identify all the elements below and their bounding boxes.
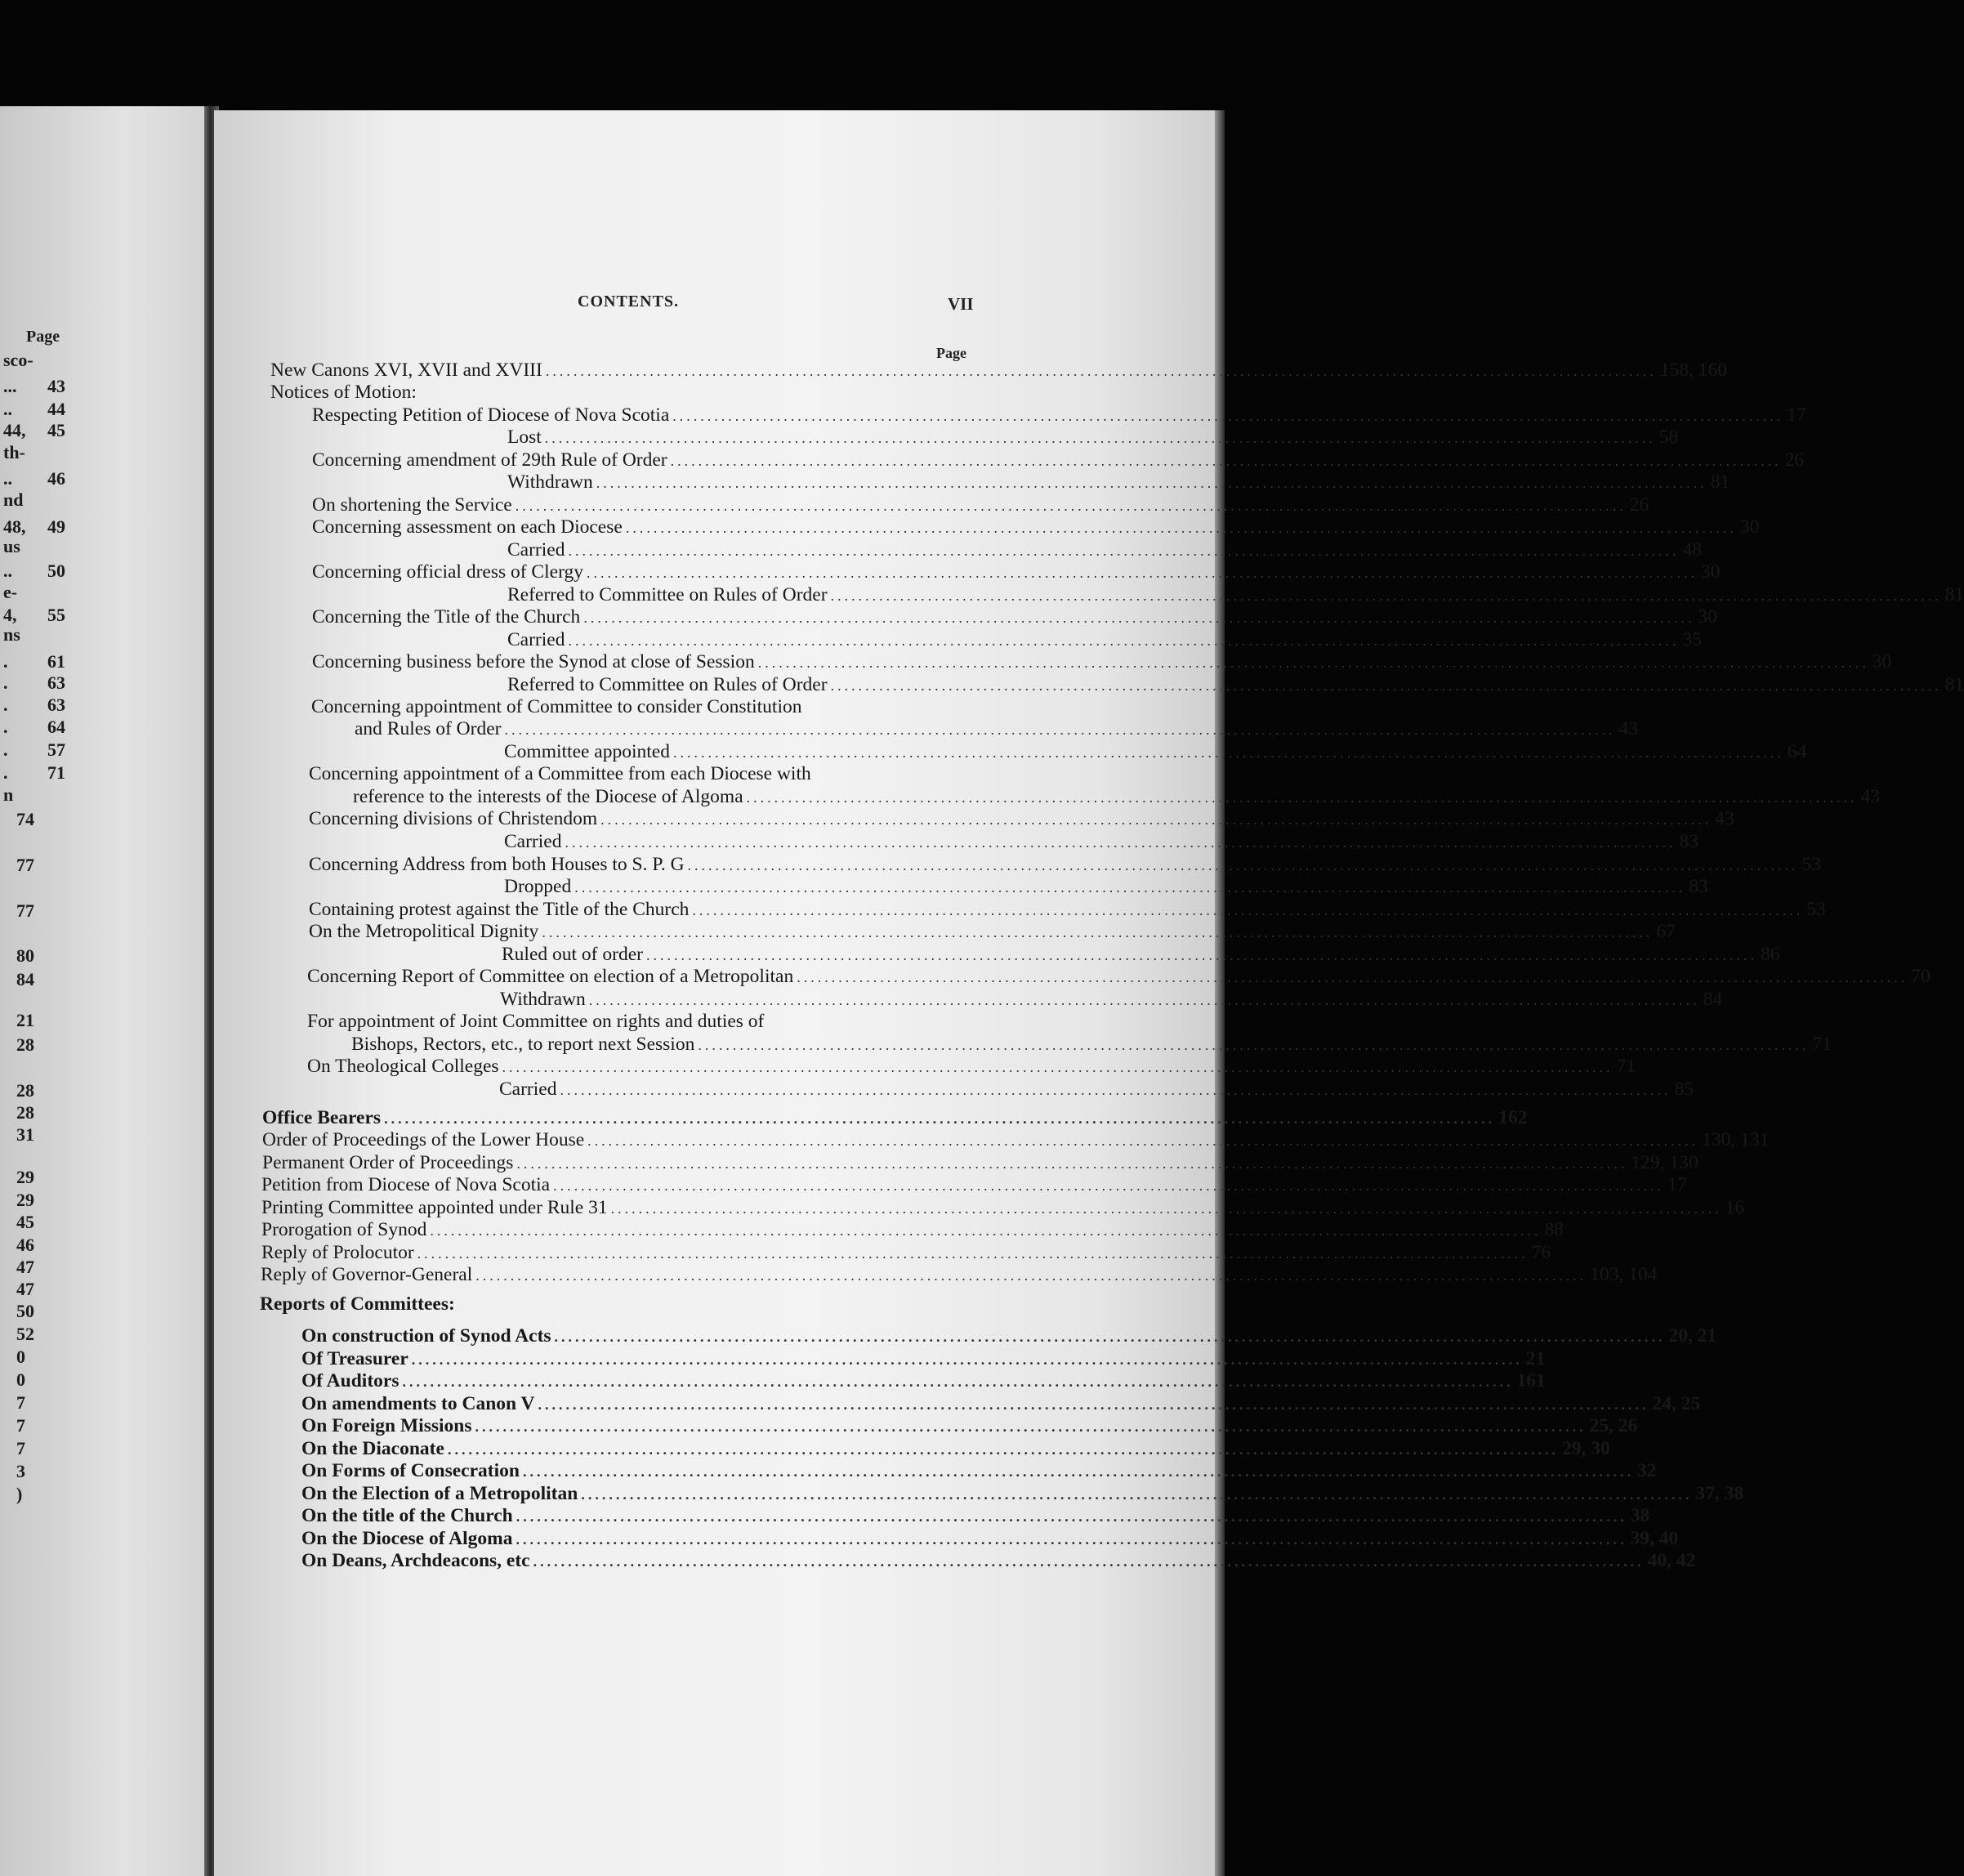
page-number: VII xyxy=(948,294,974,314)
toc-entry-page: 158, 160 xyxy=(1659,360,1728,381)
left-page-number: 21 xyxy=(16,1010,34,1030)
toc-entry-page: 71 xyxy=(1616,1056,1636,1077)
dot-leader: ................................................................................................................................................................ xyxy=(384,1110,1496,1127)
left-page-number: 77 xyxy=(16,900,34,921)
toc-entry-page: 81 xyxy=(1710,471,1730,493)
left-page-fragment: e- xyxy=(3,582,18,602)
toc-entry-page: 130, 131 xyxy=(1702,1129,1770,1150)
left-page-number: 29 xyxy=(16,1167,34,1187)
toc-entry xyxy=(312,404,1806,427)
dot-leader: ................................................................................................................................................................ xyxy=(560,1082,1672,1098)
left-page-number: 28 xyxy=(16,1102,34,1123)
toc-entry-label: Concerning Report of Committee on election of a Metropolitan xyxy=(307,966,794,987)
toc-entry-label: On Theological Colleges xyxy=(307,1056,499,1077)
toc-entry-page: 43 xyxy=(1618,718,1638,739)
toc-entry-label: Notices of Motion: xyxy=(270,382,417,403)
dot-leader: ................................................................................................................................................................ xyxy=(670,453,1782,469)
toc-entry-label: Ruled out of order xyxy=(502,944,643,965)
toc-entry xyxy=(262,1107,1528,1129)
dot-leader: ................................................................................................................................................................ xyxy=(610,1200,1722,1217)
toc-entry xyxy=(311,696,935,718)
dot-leader: ................................................................................................................................................................ xyxy=(568,632,1680,649)
left-page-number: 74 xyxy=(16,809,34,829)
toc-entry-page: 71 xyxy=(1812,1034,1832,1055)
toc-entry-page: 29, 30 xyxy=(1561,1438,1610,1459)
toc-entry xyxy=(301,1415,1638,1437)
left-page-number: 52 xyxy=(16,1324,34,1344)
toc-entry-label: Concerning amendment of 29th Rule of Order xyxy=(312,449,667,471)
toc-entry-label: Dropped xyxy=(504,876,572,897)
left-page-fragment: . xyxy=(3,762,8,783)
toc-entry-label: Withdrawn xyxy=(500,989,586,1010)
toc-entry xyxy=(301,1550,1696,1572)
toc-entry-page: 26 xyxy=(1629,494,1649,516)
toc-entry xyxy=(309,921,1676,943)
toc-entry-page: 30 xyxy=(1739,516,1760,538)
toc-entry-page: 58 xyxy=(1658,427,1679,448)
toc-entry xyxy=(312,449,1805,471)
toc-entry-label: Containing protest against the Title of the Church xyxy=(309,899,690,920)
left-page xyxy=(0,106,208,1876)
toc-entry-label: Concerning divisions of Christendom xyxy=(309,808,598,829)
toc-entry-label: Reply of Governor-General xyxy=(261,1264,473,1285)
toc-entry-page: 30 xyxy=(1872,651,1892,672)
toc-entry-page: 25, 26 xyxy=(1589,1415,1638,1436)
toc-entry-label: and Rules of Order xyxy=(355,718,502,739)
dot-leader: ................................................................................................................................................................ xyxy=(574,879,1686,896)
toc-entry-label: Carried xyxy=(499,1079,557,1100)
toc-entry xyxy=(507,471,1730,494)
left-page-number: ) xyxy=(16,1484,23,1504)
left-page-number: 0 xyxy=(16,1369,25,1390)
dot-leader: ................................................................................................................................................................ xyxy=(447,1441,1559,1458)
dot-leader: ................................................................................................................................................................ xyxy=(692,902,1804,918)
toc-entry xyxy=(301,1348,1546,1370)
toc-entry-label: Petition from Diocese of Nova Scotia xyxy=(261,1174,551,1195)
toc-entry xyxy=(260,1293,455,1315)
dot-leader: ................................................................................................................................................................ xyxy=(502,1059,1614,1075)
dot-leader: ................................................................................................................................................................ xyxy=(583,610,1695,626)
toc-entry xyxy=(504,741,1807,763)
toc-entry-page: 103, 104 xyxy=(1590,1264,1658,1285)
toc-entry xyxy=(351,1034,1832,1056)
left-page-fragment: . xyxy=(3,695,8,715)
toc-entry xyxy=(500,989,1723,1011)
toc-entry xyxy=(504,876,1708,898)
dot-leader: ................................................................................................................................................................ xyxy=(553,1177,1665,1194)
toc-entry-label: Permanent Order of Proceedings xyxy=(262,1152,514,1173)
toc-entry-page: 67 xyxy=(1656,921,1676,942)
left-page-number: 28 xyxy=(16,1034,34,1055)
left-page-fragment: ns xyxy=(3,624,20,645)
toc-entry xyxy=(301,1393,1701,1415)
page-column-heading: Page xyxy=(936,345,966,361)
toc-entry xyxy=(301,1438,1610,1460)
toc-entry xyxy=(262,1129,1770,1151)
toc-entry-page: 30 xyxy=(1698,606,1717,628)
toc-entry-label: reference to the interests of the Diocese of Algoma xyxy=(353,786,743,807)
left-page-number: 45 xyxy=(16,1212,34,1232)
left-page-fragment: .. xyxy=(3,399,12,419)
toc-entry xyxy=(353,786,1881,808)
toc-entry-label: Office Bearers xyxy=(262,1107,382,1128)
left-page-number: 46 xyxy=(47,468,65,489)
toc-entry-label: Referred to Committee on Rules of Order xyxy=(507,584,828,605)
left-page-number: 49 xyxy=(47,516,65,537)
left-page-fragment: us xyxy=(3,536,20,556)
toc-entry-label: On amendments to Canon V xyxy=(301,1393,535,1414)
toc-entry-page: 84 xyxy=(1703,989,1723,1010)
toc-entry xyxy=(301,1370,1546,1392)
left-page-fragment: 4, xyxy=(3,605,17,625)
toc-entry xyxy=(309,854,1822,876)
toc-entry xyxy=(261,1219,1564,1241)
toc-entry xyxy=(270,360,1728,382)
left-page-fragment: ... xyxy=(3,376,17,396)
dot-leader: ................................................................................................................................................................ xyxy=(672,744,1784,761)
left-page-number: 31 xyxy=(16,1124,34,1145)
toc-entry xyxy=(307,1011,932,1033)
toc-entry-label: Concerning appointment of a Committee from each Diocese with xyxy=(309,763,811,784)
toc-entry xyxy=(312,651,1892,673)
left-page-number: 7 xyxy=(16,1438,25,1458)
toc-entry xyxy=(307,966,1931,988)
toc-entry-label: Of Treasurer xyxy=(301,1348,408,1369)
left-page-column xyxy=(0,106,208,1876)
left-page-fragment: .. xyxy=(3,561,12,581)
toc-entry-label: On Foreign Missions xyxy=(301,1415,472,1436)
dot-leader: ................................................................................................................................................................ xyxy=(554,1329,1666,1345)
toc-entry xyxy=(301,1325,1717,1347)
toc-entry xyxy=(507,674,1964,696)
left-page-fragment: th- xyxy=(3,442,25,462)
left-page-number: 47 xyxy=(16,1279,34,1299)
toc-entry-label: Concerning the Title of the Church xyxy=(312,606,581,628)
toc-entry xyxy=(312,606,1717,628)
toc-entry-page: 53 xyxy=(1801,854,1822,875)
toc-entry-label: On the Metropolitical Dignity xyxy=(309,921,539,942)
dot-leader: ................................................................................................................................................................ xyxy=(515,498,1627,514)
toc-entry xyxy=(504,831,1698,853)
toc-entry-label: New Canons XVI, XVII and XVIII xyxy=(270,360,542,381)
left-page-fragment: 48, xyxy=(3,516,26,537)
left-page-number: 80 xyxy=(16,945,34,966)
toc-entry xyxy=(261,1242,1551,1264)
toc-entry-page: 85 xyxy=(1674,1079,1694,1100)
toc-entry-page: 20, 21 xyxy=(1668,1325,1717,1347)
dot-leader: ................................................................................................................................................................ xyxy=(542,924,1654,940)
toc-entry xyxy=(507,427,1679,449)
toc-entry-page: 70 xyxy=(1911,966,1931,987)
toc-entry-page: 30 xyxy=(1700,561,1721,583)
toc-entry-page: 21 xyxy=(1525,1348,1546,1369)
toc-entry-page: 64 xyxy=(1787,741,1807,762)
left-page-number: 7 xyxy=(16,1415,25,1436)
toc-entry xyxy=(301,1460,1657,1482)
toc-entry-label: Respecting Petition of Diocese of Nova Scotia xyxy=(312,404,670,426)
dot-leader: ................................................................................................................................................................ xyxy=(687,857,1799,873)
toc-entry xyxy=(309,763,934,785)
left-page-number: 63 xyxy=(47,672,65,693)
toc-entry-page: 86 xyxy=(1760,944,1780,965)
left-page-number: 57 xyxy=(47,739,65,760)
toc-entry-label: For appointment of Joint Committee on rights and duties of xyxy=(307,1011,765,1032)
dot-leader: ................................................................................................................................................................ xyxy=(830,677,1942,694)
left-page-fragment: sco- xyxy=(3,350,33,370)
dot-leader: ................................................................................................................................................................ xyxy=(698,1037,1810,1053)
left-page-fragment: . xyxy=(3,717,8,737)
dot-leader: ................................................................................................................................................................ xyxy=(544,430,1656,446)
toc-entry xyxy=(261,1174,1687,1196)
toc-entry-label: Prorogation of Synod xyxy=(261,1219,427,1240)
left-page-fragment: nd xyxy=(3,489,24,510)
left-page-number: 50 xyxy=(16,1301,34,1321)
dot-leader: ................................................................................................................................................................ xyxy=(516,1508,1627,1525)
toc-entry-label: On the title of the Church xyxy=(301,1505,513,1526)
toc-entry-page: 83 xyxy=(1679,831,1698,852)
dot-leader: ................................................................................................................................................................ xyxy=(588,992,1700,1008)
toc-entry-label: Reports of Committees: xyxy=(260,1293,455,1315)
dot-leader: ................................................................................................................................................................ xyxy=(830,587,1942,604)
dot-leader: ................................................................................................................................................................ xyxy=(600,811,1712,828)
toc-entry xyxy=(502,944,1780,966)
left-page-number: 63 xyxy=(47,695,65,715)
toc-entry-page: 40, 42 xyxy=(1647,1550,1696,1571)
running-head-title: CONTENTS. xyxy=(578,293,680,310)
toc-entry-page: 37, 38 xyxy=(1695,1483,1744,1504)
toc-entry-label: Carried xyxy=(507,539,565,561)
dot-leader: ................................................................................................................................................................ xyxy=(568,543,1680,559)
dot-leader: ................................................................................................................................................................ xyxy=(625,520,1737,536)
toc-entry-page: 48 xyxy=(1682,539,1702,561)
left-page-fragment: . xyxy=(3,672,8,693)
dot-leader: ................................................................................................................................................................ xyxy=(645,947,1757,963)
left-page-number: 61 xyxy=(47,651,65,672)
toc-entry-label: Concerning assessment on each Diocese xyxy=(312,516,623,538)
dot-leader: ................................................................................................................................................................ xyxy=(581,1486,1693,1503)
toc-entry-page: 38 xyxy=(1630,1505,1650,1526)
left-page-number: 28 xyxy=(16,1080,34,1101)
dot-leader: ................................................................................................................................................................ xyxy=(475,1418,1587,1435)
dot-leader: ................................................................................................................................................................ xyxy=(522,1463,1634,1480)
toc-entry xyxy=(312,516,1760,538)
toc-entry xyxy=(312,494,1649,516)
left-page-number: 3 xyxy=(16,1461,25,1481)
dot-leader: ................................................................................................................................................................ xyxy=(545,363,1657,379)
dot-leader: ................................................................................................................................................................ xyxy=(757,654,1869,671)
left-page-number: 71 xyxy=(47,762,65,783)
toc-entry xyxy=(262,1152,1698,1174)
toc-entry xyxy=(261,1264,1658,1286)
dot-leader: ................................................................................................................................................................ xyxy=(516,1531,1627,1548)
dot-leader: ................................................................................................................................................................ xyxy=(746,789,1858,806)
toc-entry-page: 32 xyxy=(1636,1460,1657,1481)
left-page-fragment: 44, xyxy=(3,420,26,440)
left-page-fragment: .. xyxy=(3,468,12,489)
toc-entry-page: 53 xyxy=(1806,899,1826,920)
dot-leader: ................................................................................................................................................................ xyxy=(538,1396,1649,1413)
toc-entry xyxy=(499,1079,1694,1101)
dot-leader: ................................................................................................................................................................ xyxy=(430,1222,1542,1239)
dot-leader: ................................................................................................................................................................ xyxy=(596,475,1707,491)
toc-entry xyxy=(301,1483,1744,1505)
dot-leader: ................................................................................................................................................................ xyxy=(533,1553,1645,1570)
left-page-number: 55 xyxy=(47,605,65,625)
toc-entry-label: Referred to Committee on Rules of Order xyxy=(507,674,828,695)
toc-entry-label: Concerning Address from both Houses to S. P. G xyxy=(309,854,685,875)
toc-entry-page: 88 xyxy=(1544,1219,1564,1240)
toc-entry-page: 39, 40 xyxy=(1630,1528,1679,1549)
toc-entry-label: Carried xyxy=(504,831,562,852)
toc-entry-page: 43 xyxy=(1715,808,1734,829)
left-page-column-heading: Page xyxy=(26,328,60,346)
toc-entry xyxy=(301,1505,1650,1527)
left-page-number: 0 xyxy=(16,1347,25,1367)
toc-entry-page: 129, 130 xyxy=(1631,1152,1698,1173)
toc-entry-page: 26 xyxy=(1784,449,1805,471)
toc-entry-page: 83 xyxy=(1689,876,1708,897)
toc-entry-label: On the Election of a Metropolitan xyxy=(301,1483,578,1504)
dot-leader: ................................................................................................................................................................ xyxy=(402,1374,1514,1390)
toc-entry xyxy=(309,808,1734,830)
toc-entry-label: Withdrawn xyxy=(507,471,593,493)
toc-entry-label: Concerning business before the Synod at close of Session xyxy=(312,651,755,672)
toc-entry-page: 17 xyxy=(1787,404,1806,426)
dot-leader: ................................................................................................................................................................ xyxy=(516,1155,1628,1172)
dot-leader: ................................................................................................................................................................ xyxy=(411,1351,1523,1368)
toc-entry xyxy=(309,899,1826,921)
left-page-number: 50 xyxy=(47,561,65,581)
toc-entry xyxy=(312,561,1721,583)
toc-entry-page: 81 xyxy=(1944,674,1964,695)
left-page-fragment: . xyxy=(3,651,8,672)
toc-entry xyxy=(507,539,1702,561)
toc-entry-label: On the Diaconate xyxy=(301,1438,444,1459)
left-page-number: 77 xyxy=(16,855,34,875)
toc-entry xyxy=(261,1197,1745,1219)
dot-leader: ................................................................................................................................................................ xyxy=(475,1267,1587,1284)
toc-entry-page: 81 xyxy=(1944,584,1964,605)
toc-entry-page: 35 xyxy=(1682,629,1702,650)
toc-entry-page: 16 xyxy=(1725,1197,1745,1218)
toc-entry-label: Order of Proceedings of the Lower House xyxy=(262,1129,585,1150)
dot-leader: ................................................................................................................................................................ xyxy=(586,565,1698,581)
toc-entry-label: Concerning official dress of Clergy xyxy=(312,561,583,583)
toc-entry-label: Carried xyxy=(507,629,565,650)
dot-leader: ................................................................................................................................................................ xyxy=(587,1132,1699,1149)
left-page-number: 7 xyxy=(16,1392,25,1413)
dot-leader: ................................................................................................................................................................ xyxy=(504,721,1616,738)
toc-entry-label: On the Diocese of Algoma xyxy=(301,1528,513,1549)
toc-entry-page: 76 xyxy=(1531,1242,1551,1263)
left-page-number: 64 xyxy=(47,717,65,737)
toc-entry-page: 43 xyxy=(1860,786,1881,807)
toc-entry-page: 162 xyxy=(1498,1107,1528,1128)
toc-entry-label: On shortening the Service xyxy=(312,494,512,516)
left-page-number: 44 xyxy=(47,399,65,419)
toc-entry xyxy=(270,382,417,404)
toc-entry-label: On Forms of Consecration xyxy=(301,1460,520,1481)
toc-entry-label: Lost xyxy=(507,427,542,448)
toc-entry xyxy=(355,718,1638,740)
toc-entry-label: On construction of Synod Acts xyxy=(301,1325,551,1347)
toc-entry-label: On Deans, Archdeacons, etc xyxy=(301,1550,530,1571)
toc-entry-page: 17 xyxy=(1667,1174,1687,1195)
left-page-number: 84 xyxy=(16,969,34,989)
dot-leader: ................................................................................................................................................................ xyxy=(417,1245,1529,1262)
left-page-number: 29 xyxy=(16,1190,34,1210)
toc-entry-page: 24, 25 xyxy=(1652,1393,1701,1414)
dot-leader: ................................................................................................................................................................ xyxy=(672,408,1784,424)
left-page-fragment: . xyxy=(3,739,8,760)
toc-entry-label: Concerning appointment of Committee to consider Constitution xyxy=(311,696,802,717)
toc-entry xyxy=(307,1056,1636,1078)
toc-entry xyxy=(301,1528,1679,1550)
toc-entry-label: Printing Committee appointed under Rule 31 xyxy=(261,1197,608,1218)
toc-entry-label: Bishops, Rectors, etc., to report next Session xyxy=(351,1034,695,1055)
toc-entry-label: Of Auditors xyxy=(301,1370,399,1391)
dot-leader: ................................................................................................................................................................ xyxy=(797,969,1908,985)
toc-entry-page: 161 xyxy=(1516,1370,1546,1391)
toc-entry xyxy=(507,629,1702,651)
left-page-fragment: n xyxy=(3,784,14,805)
toc-entry-label: Committee appointed xyxy=(504,741,670,762)
toc-entry-label: Reply of Prolocutor xyxy=(261,1242,414,1263)
toc-entry xyxy=(507,584,1964,606)
left-page-number: 43 xyxy=(47,376,65,396)
left-page-number: 45 xyxy=(47,420,65,440)
left-page-number: 47 xyxy=(16,1257,34,1277)
left-page-number: 46 xyxy=(16,1235,34,1255)
dot-leader: ................................................................................................................................................................ xyxy=(565,834,1676,851)
